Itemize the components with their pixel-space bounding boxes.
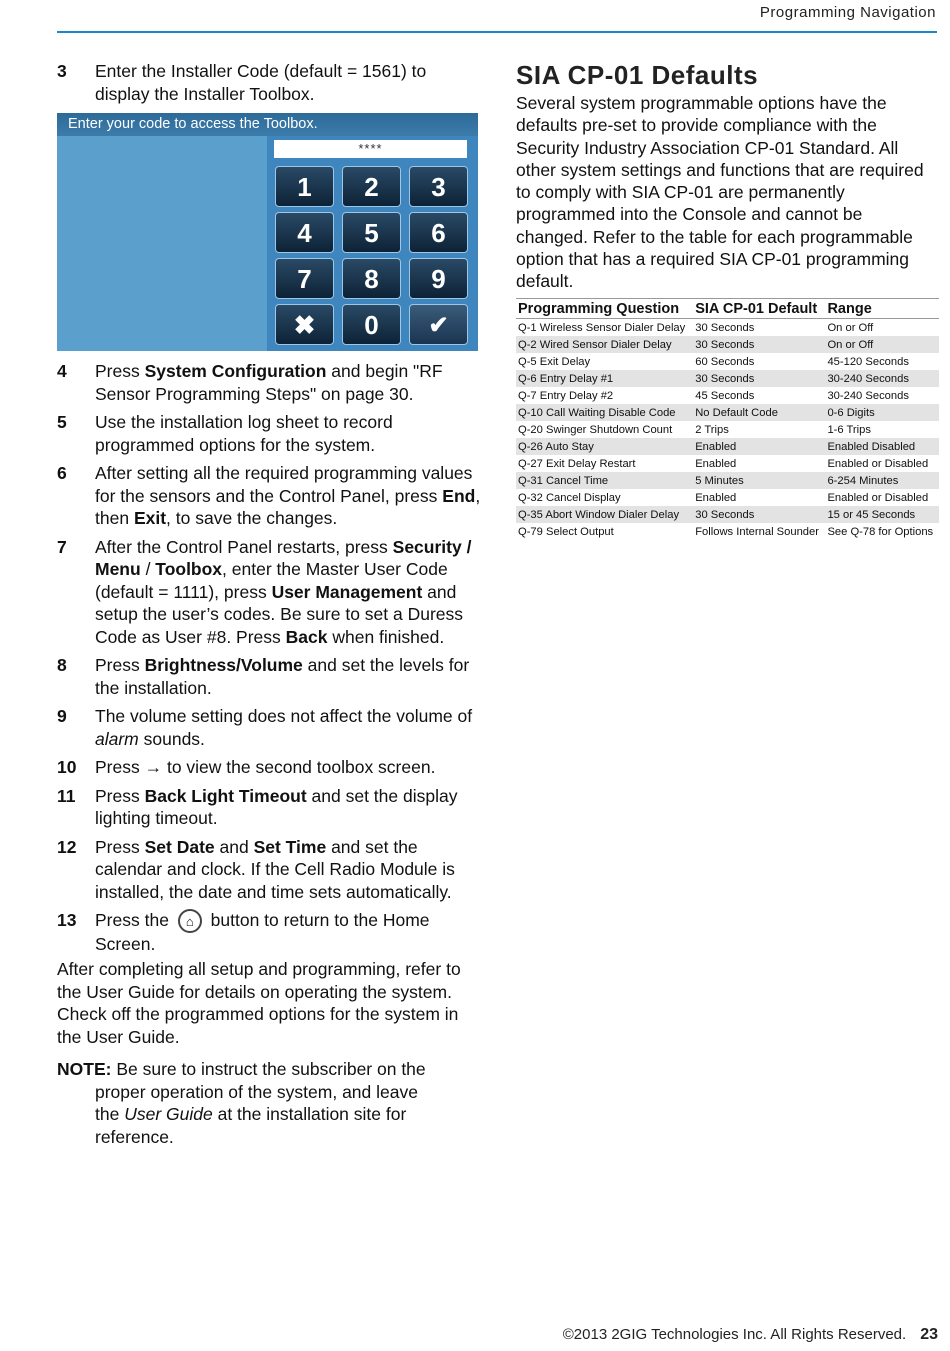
step-item [57, 462, 482, 530]
bold-term: Back Light Timeout [144, 785, 307, 806]
keypad-key-3: 3 [409, 166, 468, 207]
table-cell: 30-240 Seconds [827, 389, 909, 402]
text-run: Use the installation log sheet to record programmed options for the system. [95, 412, 393, 455]
table-cell: Q-20 Swinger Shutdown Count [518, 423, 673, 436]
text-run: and set the display lighting timeout. [95, 785, 458, 828]
text-run: and set the calendar and clock. If the Cell Radio Module is installed, the date and time sets automatically. [95, 836, 455, 902]
step-item [57, 654, 482, 699]
table-cell: 30 Seconds [693, 336, 825, 353]
text-run: After setting all the required programming values for the sensors and the Control Panel, press [95, 463, 473, 506]
table-cell: 2 Trips [695, 423, 729, 436]
step-item [57, 536, 482, 649]
code-display: **** [274, 140, 467, 158]
note-label: NOTE: [57, 1059, 112, 1079]
page-number: 23 [920, 1326, 938, 1343]
table-cell: Q-6 Entry Delay #1 [516, 370, 693, 387]
page-footer [563, 1326, 938, 1344]
text-run: sounds. [138, 728, 205, 749]
bold-term: Set Date [144, 836, 215, 857]
column-header: Range [825, 299, 939, 319]
bold-term: End [442, 485, 476, 506]
table-cell: No Default Code [693, 404, 825, 421]
table-cell: Q-79 Select Output [518, 525, 614, 538]
italic-term: alarm [95, 728, 139, 749]
table-cell: Q-31 Cancel Time [516, 472, 693, 489]
table-cell: Q-5 Exit Delay [518, 355, 591, 368]
table-cell: 1-6 Trips [827, 423, 871, 436]
bold-term: Brightness/Volume [144, 655, 303, 675]
table-cell: 5 Minutes [693, 472, 825, 489]
step-item [57, 60, 482, 105]
table-cell: Enabled [695, 491, 737, 504]
table-row [516, 472, 939, 489]
text-run: Press the [95, 910, 174, 930]
text-run: / [140, 559, 156, 579]
table-row [516, 438, 939, 455]
toolbox-keypad-screenshot [57, 113, 478, 351]
steps-list-top [57, 60, 482, 111]
sia-section [516, 60, 938, 293]
bold-term: Toolbox [155, 559, 223, 579]
keypad-key-9: 9 [409, 258, 468, 299]
section-heading: SIA CP-01 Defaults [516, 60, 759, 90]
table-header-row [516, 299, 939, 319]
column-header: SIA CP-01 Default [693, 299, 825, 319]
text-run: when finished. [327, 626, 445, 647]
sia-defaults-table [516, 298, 939, 540]
bold-term: Security / Menu [95, 536, 472, 579]
keypad-enter-key: ✔ [409, 304, 468, 345]
step-number: 8 [57, 655, 67, 675]
table-row [516, 319, 939, 337]
step-item [57, 836, 482, 904]
table-row [516, 523, 939, 540]
table-row [516, 370, 939, 387]
table-row [516, 506, 939, 523]
text-run: Press [95, 655, 145, 675]
home-icon: ⌂ [178, 909, 202, 933]
text-run: Press [95, 785, 145, 806]
table-row [516, 404, 939, 421]
table-row [516, 421, 939, 438]
text-run: , then [95, 485, 481, 528]
step-item [57, 785, 482, 830]
table-row [516, 489, 939, 506]
table-cell: 0-6 Digits [825, 404, 939, 421]
italic-term: User Guide [124, 1104, 213, 1124]
table-cell: 6-254 Minutes [825, 472, 939, 489]
step-number: 13 [57, 910, 77, 930]
section-body: Several system programmable options have the defaults pre-set to provide compliance with the Security Industry Association CP-01 Standard. All other system settings and functions that are required to comply with SIA CP-01 are permanently programmed into the Console and cannot be changed. Refer to the table for each programmable option that has a required SIA CP-01 programming default. [516, 93, 924, 292]
table-cell: On or Off [827, 321, 874, 334]
table-cell: Enabled or Disabled [827, 491, 929, 504]
keypad-key-8: 8 [342, 258, 401, 299]
text-run: , to save the changes. [166, 508, 338, 528]
table-cell: Q-7 Entry Delay #2 [518, 389, 614, 402]
step-item [57, 705, 482, 750]
table-cell: Q-1 Wireless Sensor Dialer Delay [518, 321, 686, 334]
bold-term: Back [285, 626, 328, 647]
table-cell: 60 Seconds [695, 355, 755, 368]
keypad-key-2: 2 [342, 166, 401, 207]
text-run: Press → to view the second toolbox screen. [95, 757, 436, 777]
table-cell: 45-120 Seconds [827, 355, 909, 368]
copyright-text: ©2013 2GIG Technologies Inc. All Rights Reserved. [562, 1326, 907, 1343]
after-setup-paragraph: After completing all setup and programming, refer to the User Guide for details on operating the system. Check off the programmed options for the system in the User Guide. [57, 959, 461, 1047]
text-run: and begin "RF Sensor Programming Steps" on page 30. [95, 361, 443, 404]
table-cell: 15 or 45 Seconds [825, 506, 939, 523]
table-cell: 30 Seconds [695, 321, 755, 334]
text-run: Press [95, 361, 145, 381]
step-number: 12 [57, 836, 77, 857]
keypad-key-6: 6 [409, 212, 468, 253]
text-run: , enter the Master User Code (default = 1111), press [95, 559, 448, 602]
table-cell: 30-240 Seconds [825, 370, 939, 387]
text-run: Press [95, 836, 145, 857]
table-cell: Q-10 Call Waiting Disable Code [516, 404, 693, 421]
text-run: and set the levels for the installation. [95, 655, 470, 698]
column-header: Programming Question [516, 299, 693, 319]
bold-term: Exit [133, 508, 167, 528]
text-run: and setup the user’s codes. Be sure to set a Duress Code as User #8. Press [95, 581, 464, 647]
table-row [516, 336, 939, 353]
table-cell: Q-32 Cancel Display [518, 491, 621, 504]
text-run: After the Control Panel restarts, press [95, 536, 393, 557]
keypad-key-4: 4 [275, 212, 334, 253]
table-cell: Enabled [693, 438, 825, 455]
note-block [57, 1058, 437, 1148]
step-item [57, 360, 482, 405]
keypad-clear-key: ✖ [275, 304, 334, 345]
steps-list-bottom [57, 360, 482, 962]
table-row [516, 455, 939, 472]
step-number: 10 [57, 757, 77, 777]
table-cell: Q-26 Auto Stay [516, 438, 693, 455]
step-item [57, 411, 482, 456]
text-run: Be sure to instruct the subscriber on the proper operation of the system, and leave the [95, 1059, 426, 1124]
table-cell: On or Off [825, 336, 939, 353]
keypad-key-0: 0 [342, 304, 401, 345]
table-cell: Enabled or Disabled [827, 457, 929, 470]
step-number: 4 [57, 361, 67, 381]
table-cell: See Q-78 for Options [827, 525, 934, 538]
table-row [516, 353, 939, 370]
text-run: button to return to the Home Screen. [95, 910, 430, 955]
step-number: 9 [57, 706, 67, 726]
table-row [516, 387, 939, 404]
table-cell: Follows Internal Sounder [695, 525, 819, 538]
table-cell: Enabled Disabled [825, 438, 939, 455]
step-item [57, 909, 482, 956]
bold-term: User Management [271, 581, 423, 602]
bold-term: System Configuration [144, 361, 327, 381]
step-number: 5 [57, 412, 67, 432]
text-run: The volume setting does not affect the volume of [95, 706, 473, 726]
bold-term: Set Time [253, 836, 327, 857]
running-header: Programming Navigation [759, 4, 936, 21]
step-number: 11 [57, 785, 76, 806]
table-cell: Q-35 Abort Window Dialer Delay [516, 506, 693, 523]
keypad-key-5: 5 [342, 212, 401, 253]
text-run: at the installation site for reference. [95, 1104, 407, 1147]
table-cell: 30 Seconds [693, 506, 825, 523]
table-cell: 30 Seconds [693, 370, 825, 387]
keypad-key-7: 7 [275, 258, 334, 299]
keypad-prompt: Enter your code to access the Toolbox. [57, 113, 478, 136]
step-number: 3 [57, 61, 67, 81]
header-rule [57, 31, 937, 33]
table-cell: Q-27 Exit Delay Restart [518, 457, 636, 470]
table-cell: Enabled [695, 457, 737, 470]
table-cell: Q-2 Wired Sensor Dialer Delay [516, 336, 693, 353]
step-number: 6 [57, 463, 67, 483]
text-run: and [214, 836, 254, 857]
text-run: Enter the Installer Code (default = 1561) to display the Installer Toolbox. [95, 61, 427, 104]
keypad-key-1: 1 [275, 166, 334, 207]
step-number: 7 [57, 536, 67, 557]
table-cell: 45 Seconds [695, 389, 755, 402]
step-item [57, 756, 482, 779]
